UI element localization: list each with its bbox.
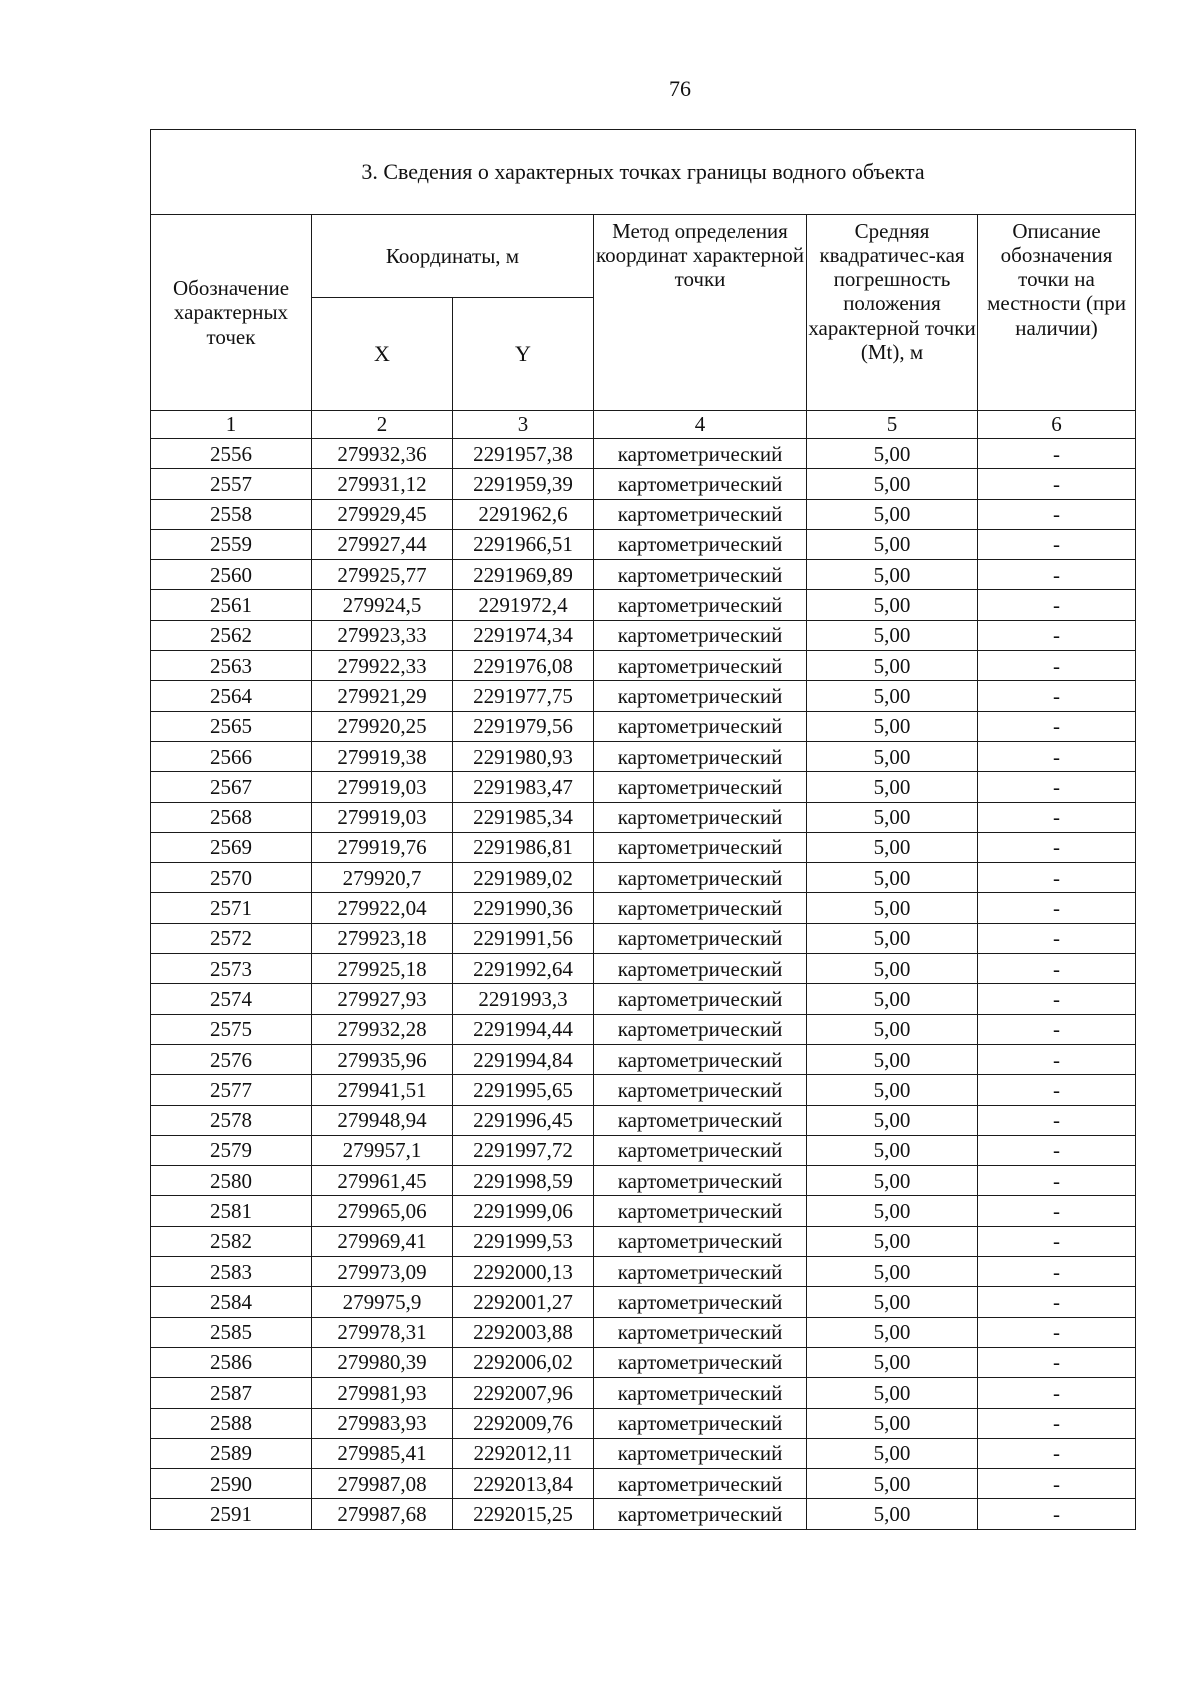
point-id-cell: 2557 [151, 469, 312, 499]
error-cell: 5,00 [807, 772, 978, 802]
y-coordinate-cell: 2291995,65 [453, 1075, 594, 1105]
x-coordinate-cell: 279948,94 [312, 1105, 453, 1135]
description-cell: - [978, 1196, 1136, 1226]
point-id-cell: 2565 [151, 711, 312, 741]
x-coordinate-cell: 279941,51 [312, 1075, 453, 1105]
method-cell: картометрический [594, 741, 807, 771]
description-cell: - [978, 469, 1136, 499]
y-coordinate-cell: 2291972,4 [453, 590, 594, 620]
method-cell: картометрический [594, 984, 807, 1014]
method-cell: картометрический [594, 1408, 807, 1438]
method-cell: картометрический [594, 1438, 807, 1468]
description-cell: - [978, 1014, 1136, 1044]
table-row [151, 1317, 1136, 1347]
description-cell: - [978, 620, 1136, 650]
description-cell: - [978, 1044, 1136, 1074]
description-cell: - [978, 529, 1136, 559]
method-cell: картометрический [594, 1226, 807, 1256]
point-id-cell: 2575 [151, 1014, 312, 1044]
error-cell: 5,00 [807, 439, 978, 469]
method-cell: картометрический [594, 1044, 807, 1074]
page-number: 76 [669, 76, 691, 101]
table-row [151, 1014, 1136, 1044]
water-object-points-table [150, 129, 1136, 1530]
x-coordinate-cell: 279927,93 [312, 984, 453, 1014]
description-cell: - [978, 954, 1136, 984]
table-row [151, 620, 1136, 650]
y-coordinate-cell: 2291959,39 [453, 469, 594, 499]
error-cell: 5,00 [807, 590, 978, 620]
y-coordinate-cell: 2291957,38 [453, 439, 594, 469]
y-coordinate-cell: 2291980,93 [453, 741, 594, 771]
y-coordinate-cell: 2292000,13 [453, 1257, 594, 1287]
point-id-cell: 2558 [151, 499, 312, 529]
x-coordinate-cell: 279965,06 [312, 1196, 453, 1226]
x-coordinate-cell: 279919,03 [312, 772, 453, 802]
description-cell: - [978, 499, 1136, 529]
error-cell: 5,00 [807, 1438, 978, 1468]
point-id-cell: 2584 [151, 1287, 312, 1317]
method-cell: картометрический [594, 560, 807, 590]
description-cell: - [978, 1105, 1136, 1135]
method-cell: картометрический [594, 1257, 807, 1287]
description-cell: - [978, 923, 1136, 953]
point-id-cell: 2562 [151, 620, 312, 650]
column-number: 3 [453, 411, 594, 439]
method-cell: картометрический [594, 1378, 807, 1408]
table-body [151, 439, 1136, 1530]
point-id-cell: 2591 [151, 1499, 312, 1529]
point-id-cell: 2585 [151, 1317, 312, 1347]
point-id-cell: 2580 [151, 1166, 312, 1196]
table-row [151, 560, 1136, 590]
point-id-cell: 2572 [151, 923, 312, 953]
method-cell: картометрический [594, 1105, 807, 1135]
x-coordinate-cell: 279920,7 [312, 863, 453, 893]
point-id-cell: 2590 [151, 1469, 312, 1499]
description-cell: - [978, 1408, 1136, 1438]
y-coordinate-cell: 2291977,75 [453, 681, 594, 711]
table-row [151, 681, 1136, 711]
description-cell: - [978, 681, 1136, 711]
description-cell: - [978, 893, 1136, 923]
description-cell: - [978, 1287, 1136, 1317]
point-id-cell: 2566 [151, 741, 312, 771]
error-cell: 5,00 [807, 681, 978, 711]
header-coordinates: Координаты, м [312, 215, 594, 298]
error-cell: 5,00 [807, 832, 978, 862]
table-row [151, 1075, 1136, 1105]
table-row [151, 499, 1136, 529]
x-coordinate-cell: 279973,09 [312, 1257, 453, 1287]
x-coordinate-cell: 279922,04 [312, 893, 453, 923]
method-cell: картометрический [594, 893, 807, 923]
y-coordinate-cell: 2291999,06 [453, 1196, 594, 1226]
error-cell: 5,00 [807, 1378, 978, 1408]
method-cell: картометрический [594, 1317, 807, 1347]
y-coordinate-cell: 2291994,44 [453, 1014, 594, 1044]
y-coordinate-cell: 2291997,72 [453, 1135, 594, 1165]
method-cell: картометрический [594, 802, 807, 832]
error-cell: 5,00 [807, 469, 978, 499]
point-id-cell: 2561 [151, 590, 312, 620]
description-cell: - [978, 590, 1136, 620]
point-id-cell: 2586 [151, 1347, 312, 1377]
error-cell: 5,00 [807, 954, 978, 984]
method-cell: картометрический [594, 1469, 807, 1499]
method-cell: картометрический [594, 711, 807, 741]
y-coordinate-cell: 2291993,3 [453, 984, 594, 1014]
table-row [151, 954, 1136, 984]
x-coordinate-cell: 279981,93 [312, 1378, 453, 1408]
method-cell: картометрический [594, 1287, 807, 1317]
table-row [151, 651, 1136, 681]
y-coordinate-cell: 2292006,02 [453, 1347, 594, 1377]
description-cell: - [978, 741, 1136, 771]
point-id-cell: 2588 [151, 1408, 312, 1438]
column-number: 6 [978, 411, 1136, 439]
table-row [151, 529, 1136, 559]
point-id-cell: 2563 [151, 651, 312, 681]
x-coordinate-cell: 279969,41 [312, 1226, 453, 1256]
x-coordinate-cell: 279921,29 [312, 681, 453, 711]
method-cell: картометрический [594, 1014, 807, 1044]
x-coordinate-cell: 279985,41 [312, 1438, 453, 1468]
table-row [151, 590, 1136, 620]
y-coordinate-cell: 2291989,02 [453, 863, 594, 893]
point-id-cell: 2567 [151, 772, 312, 802]
method-cell: картометрический [594, 469, 807, 499]
error-cell: 5,00 [807, 1166, 978, 1196]
method-cell: картометрический [594, 439, 807, 469]
description-cell: - [978, 1075, 1136, 1105]
method-cell: картометрический [594, 954, 807, 984]
error-cell: 5,00 [807, 1257, 978, 1287]
table-row [151, 1196, 1136, 1226]
x-coordinate-cell: 279961,45 [312, 1166, 453, 1196]
x-coordinate-cell: 279931,12 [312, 469, 453, 499]
x-coordinate-cell: 279929,45 [312, 499, 453, 529]
point-id-cell: 2589 [151, 1438, 312, 1468]
point-id-cell: 2574 [151, 984, 312, 1014]
y-coordinate-cell: 2291976,08 [453, 651, 594, 681]
error-cell: 5,00 [807, 1347, 978, 1377]
y-coordinate-cell: 2291969,89 [453, 560, 594, 590]
table-row [151, 741, 1136, 771]
error-cell: 5,00 [807, 741, 978, 771]
point-id-cell: 2578 [151, 1105, 312, 1135]
table-row [151, 863, 1136, 893]
x-coordinate-cell: 279980,39 [312, 1347, 453, 1377]
point-id-cell: 2573 [151, 954, 312, 984]
y-coordinate-cell: 2291974,34 [453, 620, 594, 650]
description-cell: - [978, 1347, 1136, 1377]
point-id-cell: 2587 [151, 1378, 312, 1408]
table-row [151, 1469, 1136, 1499]
description-cell: - [978, 1226, 1136, 1256]
point-id-cell: 2581 [151, 1196, 312, 1226]
column-number: 2 [312, 411, 453, 439]
y-coordinate-cell: 2291992,64 [453, 954, 594, 984]
y-coordinate-cell: 2292007,96 [453, 1378, 594, 1408]
y-coordinate-cell: 2291983,47 [453, 772, 594, 802]
y-coordinate-cell: 2292009,76 [453, 1408, 594, 1438]
table-row [151, 1226, 1136, 1256]
column-number: 4 [594, 411, 807, 439]
x-coordinate-cell: 279978,31 [312, 1317, 453, 1347]
table-row [151, 1287, 1136, 1317]
point-id-cell: 2556 [151, 439, 312, 469]
description-cell: - [978, 802, 1136, 832]
x-coordinate-cell: 279987,68 [312, 1499, 453, 1529]
method-cell: картометрический [594, 1347, 807, 1377]
description-cell: - [978, 832, 1136, 862]
x-coordinate-cell: 279920,25 [312, 711, 453, 741]
table-row [151, 1166, 1136, 1196]
y-coordinate-cell: 2291990,36 [453, 893, 594, 923]
x-coordinate-cell: 279957,1 [312, 1135, 453, 1165]
x-coordinate-cell: 279924,5 [312, 590, 453, 620]
y-coordinate-cell: 2291999,53 [453, 1226, 594, 1256]
error-cell: 5,00 [807, 984, 978, 1014]
x-coordinate-cell: 279935,96 [312, 1044, 453, 1074]
table-row [151, 711, 1136, 741]
table-row [151, 1347, 1136, 1377]
table-row [151, 1105, 1136, 1135]
table-row [151, 832, 1136, 862]
description-cell: - [978, 439, 1136, 469]
description-cell: - [978, 1257, 1136, 1287]
error-cell: 5,00 [807, 529, 978, 559]
y-coordinate-cell: 2292001,27 [453, 1287, 594, 1317]
error-cell: 5,00 [807, 1408, 978, 1438]
error-cell: 5,00 [807, 1014, 978, 1044]
x-coordinate-cell: 279919,76 [312, 832, 453, 862]
table-row [151, 1408, 1136, 1438]
column-number: 5 [807, 411, 978, 439]
header-y: Y [453, 298, 594, 411]
method-cell: картометрический [594, 681, 807, 711]
method-cell: картометрический [594, 1135, 807, 1165]
error-cell: 5,00 [807, 893, 978, 923]
error-cell: 5,00 [807, 651, 978, 681]
y-coordinate-cell: 2291979,56 [453, 711, 594, 741]
table-row [151, 984, 1136, 1014]
x-coordinate-cell: 279925,77 [312, 560, 453, 590]
method-cell: картометрический [594, 1075, 807, 1105]
column-number: 1 [151, 411, 312, 439]
header-method: Метод определения координат характерной точки [594, 215, 807, 411]
point-id-cell: 2568 [151, 802, 312, 832]
header-description: Описание обозначения точки на местности (при наличии) [978, 215, 1136, 411]
error-cell: 5,00 [807, 1226, 978, 1256]
method-cell: картометрический [594, 651, 807, 681]
method-cell: картометрический [594, 590, 807, 620]
point-id-cell: 2570 [151, 863, 312, 893]
header-x: X [312, 298, 453, 411]
description-cell: - [978, 1166, 1136, 1196]
y-coordinate-cell: 2292013,84 [453, 1469, 594, 1499]
error-cell: 5,00 [807, 620, 978, 650]
y-coordinate-cell: 2291966,51 [453, 529, 594, 559]
table-row [151, 1438, 1136, 1468]
x-coordinate-cell: 279932,28 [312, 1014, 453, 1044]
method-cell: картометрический [594, 499, 807, 529]
description-cell: - [978, 1378, 1136, 1408]
description-cell: - [978, 560, 1136, 590]
description-cell: - [978, 1438, 1136, 1468]
error-cell: 5,00 [807, 1105, 978, 1135]
x-coordinate-cell: 279922,33 [312, 651, 453, 681]
error-cell: 5,00 [807, 560, 978, 590]
x-coordinate-cell: 279932,36 [312, 439, 453, 469]
error-cell: 5,00 [807, 1469, 978, 1499]
header-designation: Обозначение характерных точек [151, 215, 312, 411]
point-id-cell: 2560 [151, 560, 312, 590]
y-coordinate-cell: 2292015,25 [453, 1499, 594, 1529]
x-coordinate-cell: 279923,33 [312, 620, 453, 650]
x-coordinate-cell: 279925,18 [312, 954, 453, 984]
description-cell: - [978, 651, 1136, 681]
x-coordinate-cell: 279919,38 [312, 741, 453, 771]
description-cell: - [978, 1469, 1136, 1499]
point-id-cell: 2583 [151, 1257, 312, 1287]
description-cell: - [978, 711, 1136, 741]
error-cell: 5,00 [807, 863, 978, 893]
x-coordinate-cell: 279975,9 [312, 1287, 453, 1317]
table-row [151, 923, 1136, 953]
table-row [151, 1044, 1136, 1074]
x-coordinate-cell: 279919,03 [312, 802, 453, 832]
y-coordinate-cell: 2291994,84 [453, 1044, 594, 1074]
description-cell: - [978, 863, 1136, 893]
point-id-cell: 2576 [151, 1044, 312, 1074]
error-cell: 5,00 [807, 1196, 978, 1226]
method-cell: картометрический [594, 529, 807, 559]
y-coordinate-cell: 2291991,56 [453, 923, 594, 953]
table-row [151, 469, 1136, 499]
table-row [151, 1135, 1136, 1165]
method-cell: картометрический [594, 1166, 807, 1196]
y-coordinate-cell: 2292012,11 [453, 1438, 594, 1468]
point-id-cell: 2569 [151, 832, 312, 862]
error-cell: 5,00 [807, 1287, 978, 1317]
point-id-cell: 2571 [151, 893, 312, 923]
error-cell: 5,00 [807, 1135, 978, 1165]
y-coordinate-cell: 2291996,45 [453, 1105, 594, 1135]
table-row [151, 1499, 1136, 1529]
description-cell: - [978, 1317, 1136, 1347]
error-cell: 5,00 [807, 499, 978, 529]
method-cell: картометрический [594, 863, 807, 893]
method-cell: картометрический [594, 1499, 807, 1529]
x-coordinate-cell: 279927,44 [312, 529, 453, 559]
table-row [151, 1257, 1136, 1287]
table-row [151, 772, 1136, 802]
y-coordinate-cell: 2292003,88 [453, 1317, 594, 1347]
error-cell: 5,00 [807, 1075, 978, 1105]
error-cell: 5,00 [807, 923, 978, 953]
error-cell: 5,00 [807, 802, 978, 832]
point-id-cell: 2577 [151, 1075, 312, 1105]
method-cell: картометрический [594, 772, 807, 802]
x-coordinate-cell: 279923,18 [312, 923, 453, 953]
x-coordinate-cell: 279987,08 [312, 1469, 453, 1499]
table-row [151, 893, 1136, 923]
point-id-cell: 2564 [151, 681, 312, 711]
y-coordinate-cell: 2291962,6 [453, 499, 594, 529]
error-cell: 5,00 [807, 1317, 978, 1347]
error-cell: 5,00 [807, 1499, 978, 1529]
description-cell: - [978, 984, 1136, 1014]
table-row [151, 1378, 1136, 1408]
error-cell: 5,00 [807, 1044, 978, 1074]
method-cell: картометрический [594, 923, 807, 953]
description-cell: - [978, 1499, 1136, 1529]
x-coordinate-cell: 279983,93 [312, 1408, 453, 1438]
method-cell: картометрический [594, 620, 807, 650]
method-cell: картометрический [594, 1196, 807, 1226]
table-row [151, 802, 1136, 832]
point-id-cell: 2579 [151, 1135, 312, 1165]
header-error: Средняя квадратичес-кая погрешность положения характерной точки (Mt), м [807, 215, 978, 411]
y-coordinate-cell: 2291986,81 [453, 832, 594, 862]
y-coordinate-cell: 2291985,34 [453, 802, 594, 832]
point-id-cell: 2559 [151, 529, 312, 559]
description-cell: - [978, 772, 1136, 802]
table-row [151, 439, 1136, 469]
table-title: 3. Сведения о характерных точках границы водного объекта [151, 130, 1136, 215]
error-cell: 5,00 [807, 711, 978, 741]
description-cell: - [978, 1135, 1136, 1165]
point-id-cell: 2582 [151, 1226, 312, 1256]
method-cell: картометрический [594, 832, 807, 862]
y-coordinate-cell: 2291998,59 [453, 1166, 594, 1196]
